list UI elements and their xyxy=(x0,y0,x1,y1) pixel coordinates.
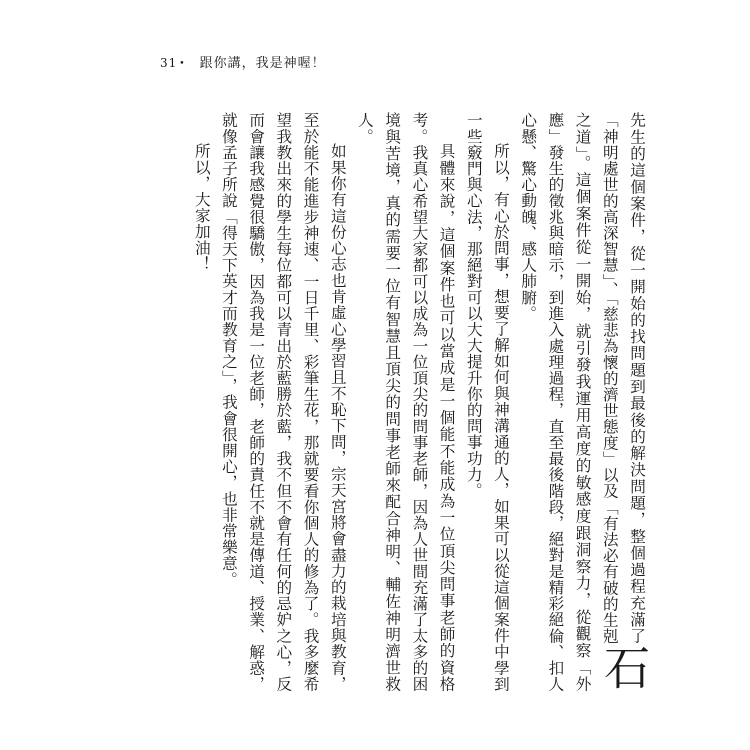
drop-cap: 石 xyxy=(597,644,651,691)
paragraph-5: 所以，大家加油！ xyxy=(192,143,211,272)
paragraph-1 xyxy=(514,112,650,692)
paragraph-3: 具體來說，這個案件也可以當成是一個能不能成為一位頂尖問事老師的資格考。我真心希望大家都可以成為一位頂尖的問事老師，因為人世間充滿了太多的困境與苦境，真的需要一位有智慧且頂尖的問事老師來配合神明、輔佐神明濟世救人。 xyxy=(355,112,456,692)
page-header xyxy=(160,52,326,71)
paragraph-1-text: 先生的這個案件，從一開始的找問題到最後的解決問題，整個過程充滿了「神明處世的高深智慧」、「慈悲為懷的濟世態度」以及「有法必有破的生剋之道」。這個案件從一開始，就引發我運用高度的敏感度跟洞察力，從觀察「外應」發生的徵兆與暗示，到進入處理過程，直至最後階段，絕對是精彩絕倫、扣人心懸、驚心動魄、感人肺腑。 xyxy=(519,112,646,692)
vertical-body-text xyxy=(188,112,650,692)
paragraph-4: 如果你有這份心志也肯虛心學習且不恥下問，宗天宮將會盡力的栽培與教育，至於能不能進步神速、一日千里、彩筆生花，那就要看你個人的修為了。我多麼希望我教出來的學生每位都可以青出於藍勝於藍，我不但不會有任何的忌妒之心，反而會讓我感覺很驕傲，因為我是一位老師，老師的責任不就是傳道、授業、解惑，就像孟子所說「得天下英才而教育之」，我會很開心，也非常樂意。 xyxy=(219,112,347,692)
page-number: 31 • xyxy=(160,56,186,70)
paragraph-2: 所以，有心於問事，想要了解如何與神溝通的人，如果可以從這個案件中學到一些竅門與心法，那絕對可以大大提升你的問事功力。 xyxy=(464,112,510,692)
running-title: 跟你講，我是神喔！ xyxy=(199,56,326,71)
